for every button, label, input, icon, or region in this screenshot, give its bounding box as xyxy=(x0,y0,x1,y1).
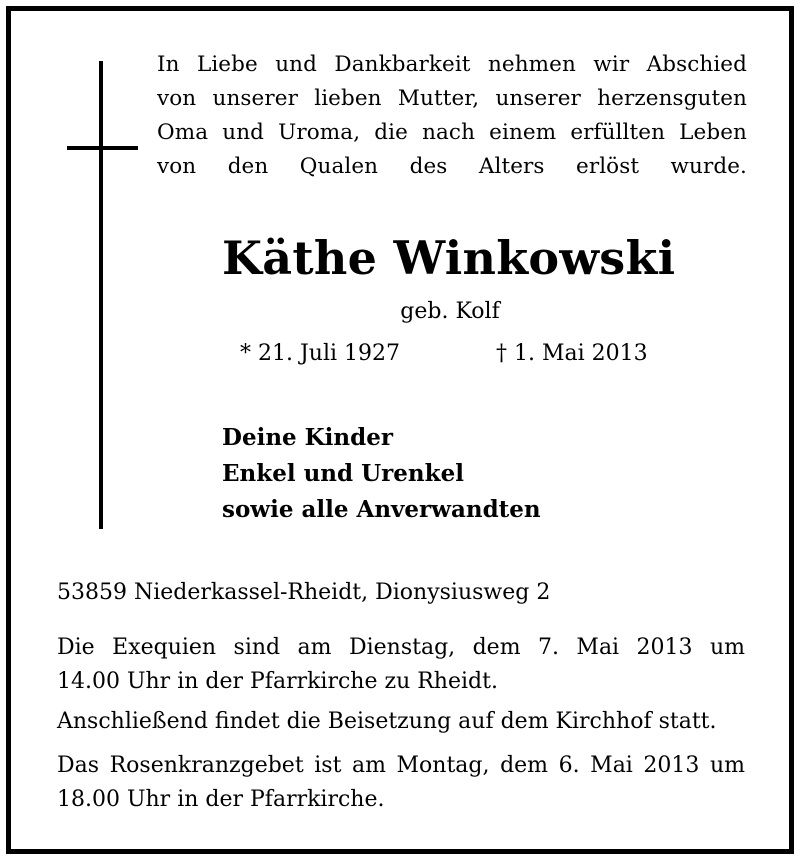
intro-line: von den Qualen des Alters erlöst wurde. xyxy=(157,154,747,179)
birth-date: * 21. Juli 1927 xyxy=(240,341,401,366)
intro-line: In Liebe und Dankbarkeit nehmen wir Abschied xyxy=(157,52,747,77)
rosenkranz-line: Das Rosenkranzgebet ist am Montag, dem 6. Mai 2013 um xyxy=(57,753,745,778)
rosenkranz-paragraph xyxy=(57,749,745,817)
mourner-line: sowie alle Anverwandten xyxy=(222,496,541,523)
cross-horizontal-bar xyxy=(67,146,138,150)
intro-line: Oma und Uroma, die nach einem erfüllten Leben xyxy=(157,120,747,145)
deceased-name: Käthe Winkowski xyxy=(222,231,676,285)
beisetzung-line: Anschließend findet die Beisetzung auf dem Kirchhof statt. xyxy=(57,709,717,734)
mourners-list xyxy=(222,420,541,528)
intro-line: von unserer lieben Mutter, unserer herzensguten xyxy=(157,86,747,111)
exequien-line: 14.00 Uhr in der Pfarrkirche zu Rheidt. xyxy=(57,669,498,694)
address: 53859 Niederkassel-Rheidt, Dionysiusweg 2 xyxy=(57,580,551,605)
beisetzung-paragraph xyxy=(57,705,745,739)
death-date: † 1. Mai 2013 xyxy=(496,341,648,366)
exequien-line: Die Exequien sind am Dienstag, dem 7. Mai 2013 um xyxy=(57,635,745,660)
maiden-name: geb. Kolf xyxy=(400,299,500,324)
mourner-line: Deine Kinder xyxy=(222,424,393,451)
intro-text xyxy=(157,48,747,184)
mourner-line: Enkel und Urenkel xyxy=(222,460,464,487)
cross-vertical-bar xyxy=(99,61,103,529)
rosenkranz-line: 18.00 Uhr in der Pfarrkirche. xyxy=(57,787,385,812)
exequien-paragraph xyxy=(57,631,745,699)
